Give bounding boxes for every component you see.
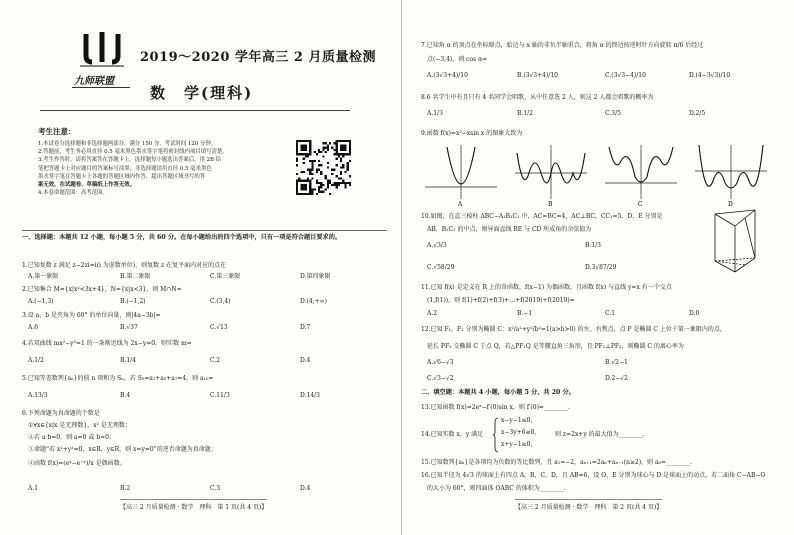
q13-text: 13.已知函数 f(x)=2eˣ−f′(0)sin x，则 f′(0)=________. bbox=[421, 404, 570, 411]
q6-statement-2: ②若 a·b=0，则 a=0 或 b=0； bbox=[28, 434, 115, 441]
q9-graph-b[interactable] bbox=[515, 145, 587, 208]
q6-option-a[interactable]: A.1 bbox=[28, 485, 39, 492]
q9-graph-a[interactable] bbox=[425, 145, 497, 208]
notice-line-2: 2.答题前，考生务必用直径 0.5 毫米黑色墨水签字笔将密封线内项目填写清楚。 bbox=[38, 149, 228, 156]
q4-option-d[interactable]: D.4 bbox=[300, 357, 311, 364]
section-2-heading: 二、填空题：本题共 4 小题，每小题 5 分，共 20 分。 bbox=[421, 389, 575, 396]
q8-stem: 8.6 名学生中有且只有 4 名同学会唱歌，从中任意选 2 人，则这 2 人都会唱歌的概率为 bbox=[421, 94, 654, 101]
q10-option-c[interactable]: C.√58/29 bbox=[427, 264, 455, 271]
q12-option-a[interactable]: A.√6−√3 bbox=[427, 359, 454, 366]
page-divider bbox=[401, 0, 402, 535]
q1-option-b[interactable]: B.第二象限 bbox=[120, 273, 151, 280]
q16-line-1: 16.已知半径为 4√3 的球面上有四点 A，B，C，D，且 AB=6，设 O，E 分别为球心与 D 是球面上的动点，若二面角 C−AB−O bbox=[421, 472, 766, 479]
q3-option-c[interactable]: C.√13 bbox=[210, 324, 228, 331]
q7-stem-2: 点(−3,4)，则 cos α= bbox=[427, 56, 488, 63]
q12-option-c[interactable]: C.√3−√2 bbox=[427, 375, 454, 382]
q14-stem: 14.已知实数 x，y 满足 bbox=[421, 431, 484, 438]
q3-option-d[interactable]: D.7 bbox=[300, 324, 311, 331]
q8-option-d[interactable]: D.2/5 bbox=[689, 110, 706, 117]
q2-stem: 2.已知集合 M={x|x²<3x+4}，N={x|x<3}，则 M∩N= bbox=[22, 286, 182, 293]
notice-line-1: 1.本试卷分选择题和非选择题两部分。满分 150 分，考试时间 120 分钟。 bbox=[38, 141, 217, 147]
q3-option-a[interactable]: A.6 bbox=[28, 324, 39, 331]
notice-line-7: 4.本卷命题范围：高考范围。 bbox=[38, 190, 108, 197]
q14-constraint-3: x+y−1≥0, bbox=[501, 441, 533, 448]
section-1-heading: 一、选择题：本题共 12 小题，每小题 5 分，共 60 分。在每小题给出的四个选项中，只有一项是符合题目要求的。 bbox=[22, 234, 342, 241]
q6-statement-4: ④函数 f(x)=(eˣ−e⁻ˣ)/x 是偶函数。 bbox=[28, 460, 126, 467]
q9-graph-c[interactable] bbox=[605, 145, 677, 208]
q5-option-d[interactable]: D.14/3 bbox=[300, 392, 320, 399]
q5-stem: 5.已知等差数列{aₙ}的前 n 项和为 Sₙ，若 S₅=a₁+a₅+a₇=4，则 a₁₀= bbox=[22, 375, 214, 382]
q6-option-d[interactable]: D.4 bbox=[300, 485, 311, 492]
q1-stem: 1.已知复数 z 满足 z−2zi=i(i 为虚数单位)，则复数 z 在复平面内对应的点在 bbox=[22, 262, 227, 269]
q11-stem: 11.已知 f(x) 是定义在 R 上的奇函数，f(x−1) 为偶函数，且函数 f(x) 与直线 y=x 有一个交点 bbox=[421, 284, 672, 291]
section-rule bbox=[22, 230, 387, 231]
q14-constraint-1: x−y−1≤0, bbox=[501, 417, 533, 424]
page-1-footer: 【高三 2 月质量检测 · 数学 理科 第 1 页(共 4 页)】 bbox=[120, 499, 267, 511]
q11-option-c[interactable]: C.1 bbox=[605, 310, 616, 317]
q7-stem: 7.已知角 α 的顶点在坐标原点，始边与 x 轴的非负半轴重合，将角 α 的终边按逆时针方向旋转 π/6 后经过 bbox=[421, 42, 704, 49]
q16-line-2: 的大小为 60°，则四面体 OABC 的体积为________. bbox=[427, 485, 566, 492]
q10-stem: 10.如图，在直三棱柱 ABC−A₁B₁C₁ 中，AC=BC=4，AC⊥BC，CC₁=5，D，E 分别是 bbox=[421, 213, 663, 220]
q10-option-b[interactable]: B.1/3 bbox=[585, 242, 601, 249]
q14-brace-icon bbox=[493, 417, 499, 453]
q9-graph-b-label: B bbox=[548, 201, 553, 208]
q4-option-a[interactable]: A.1/2 bbox=[28, 357, 44, 364]
exam-title: 2019～2020 学年高三 2 月质量检测 bbox=[140, 50, 376, 65]
q11-option-a[interactable]: A.2 bbox=[427, 310, 438, 317]
q1-option-c[interactable]: C.第三象限 bbox=[210, 273, 241, 280]
q4-option-c[interactable]: C.2 bbox=[210, 357, 221, 364]
q5-option-a[interactable]: A.13/3 bbox=[28, 392, 48, 399]
q4-stem: 4.若双曲线 mx²−y²=1 的一条渐近线为 2x−y=0，则实数 m= bbox=[22, 340, 192, 347]
q5-option-b[interactable]: B.4 bbox=[120, 392, 131, 399]
logo-text: 九师联盟 bbox=[74, 76, 114, 87]
logo-underline bbox=[72, 87, 130, 88]
q8-option-b[interactable]: B.1/2 bbox=[517, 110, 533, 117]
q1-option-d[interactable]: D.第四象限 bbox=[300, 273, 331, 280]
notice-title: 考生注意： bbox=[38, 127, 76, 136]
q9-graph-d[interactable] bbox=[695, 145, 767, 208]
q1-option-a[interactable]: A.第一象限 bbox=[28, 273, 59, 280]
q14-tail: 则 z=2x+y 的最大值为________. bbox=[555, 431, 645, 438]
q12-option-d[interactable]: D.2−√2 bbox=[605, 375, 628, 382]
q10-stem-2: AB，B₁C₁ 的中点，则异面直线 BE 与 CD 所成角的余弦值为 bbox=[427, 226, 592, 233]
q9-graph-d-label: D bbox=[728, 201, 733, 208]
q9-graph-c-label: C bbox=[638, 201, 643, 208]
q6-statement-1: ①∀x∈{x|x 是无理数}，x² 是无理数； bbox=[28, 422, 131, 429]
q10-option-d[interactable]: D.3√87/29 bbox=[585, 264, 617, 271]
q4-option-b[interactable]: B.1/4 bbox=[120, 357, 136, 364]
q12-stem: 12.已知 F₁，F₂ 分别为椭圆 C：x²/a²+y²/b²=1(a>b>0) 的左、右焦点，点 P 是椭圆 C 上位于第一象限内的点， bbox=[421, 326, 726, 333]
q2-option-a[interactable]: A.(−1,3) bbox=[28, 298, 54, 305]
q7-option-b[interactable]: B.(3√3+4)/10 bbox=[517, 72, 558, 79]
q14-constraint-2: x−3y+6≥0, bbox=[501, 429, 537, 436]
header-rule bbox=[40, 110, 350, 111]
q7-option-a[interactable]: A.(3√3+4)/10 bbox=[427, 72, 468, 79]
q11-option-d[interactable]: D.0 bbox=[689, 310, 700, 317]
q9-graph-a-label: A bbox=[458, 201, 463, 208]
q11-stem-2: (1,f(1))，则 f(1)+f(2)+f(3)+…+f(2019)+f(2019)= bbox=[427, 297, 575, 304]
q9-stem: 9.函数 f(x)=x²−xsin x 的图象大致为 bbox=[421, 130, 523, 137]
q10-option-a[interactable]: A.√3/3 bbox=[427, 242, 447, 249]
q6-statement-3: ③命题“若 x²+y²=0，x∈R，y∈R，则 x=y=0”的逆否命题为真命题； bbox=[28, 446, 217, 453]
qr-code-icon[interactable] bbox=[296, 140, 351, 195]
q3-stem: 3.设 a，b 是夹角为 60° 的单位向量，则|4a−3b|= bbox=[22, 312, 161, 319]
notice-line-3: 3.考生作答时，请将答案答在答题卡上。选择题每小题选出答案后，用 2B 铅 bbox=[38, 157, 222, 164]
notice-line-5: 墨水签字笔在答题卡上各题的答题区域内作答，超出答题区域书写的答 bbox=[38, 173, 206, 180]
q2-option-c[interactable]: C.(3,4) bbox=[210, 298, 231, 305]
exam-subject: 数 学(理科) bbox=[150, 84, 254, 102]
q7-option-d[interactable]: D.(4−3√3)/10 bbox=[689, 72, 731, 79]
page-2-footer: 【高三 2 月质量检测 · 数学 理科 第 2 页(共 4 页)】 bbox=[515, 499, 662, 511]
q12-option-b[interactable]: B.√2−1 bbox=[605, 359, 628, 366]
q2-option-b[interactable]: B.(−1,2) bbox=[120, 298, 146, 305]
q7-option-c[interactable]: C.(3√3−4)/10 bbox=[605, 72, 646, 79]
q12-stem-2: 延长 PF₂ 交椭圆 C 于点 Q，若△PF₁Q 是等腰直角三角形，且 PF₁⊥PF₂，则椭圆 C 的离心率为 bbox=[427, 343, 684, 350]
q8-option-c[interactable]: C.3/5 bbox=[605, 110, 621, 117]
q2-option-d[interactable]: D.(4,+∞) bbox=[300, 298, 327, 305]
q6-option-b[interactable]: B.2 bbox=[120, 485, 131, 492]
q9-graph-options bbox=[425, 143, 775, 208]
q6-stem: 6.下列命题为真命题的个数是 bbox=[22, 410, 100, 417]
q6-option-c[interactable]: C.3 bbox=[210, 485, 221, 492]
prism-figure bbox=[705, 206, 783, 278]
q5-option-c[interactable]: C.11/3 bbox=[210, 392, 230, 399]
q3-option-b[interactable]: B.√37 bbox=[120, 324, 138, 331]
q15-text: 15.已知数列{aₙ}是各项均为负数的等比数列，且 a₁=−2，aₙ₊₁=2aₙ+aₙ₋₁(n≥2)，则 a₆=________. bbox=[421, 459, 692, 466]
notice-line-6: 案无效，在试题卷、草稿纸上作答无效。 bbox=[38, 182, 136, 189]
page-2 bbox=[405, 0, 794, 535]
q8-option-a[interactable]: A.1/3 bbox=[427, 110, 443, 117]
notice-line-4: 笔把答题卡上对应题目的答案标号涂黑；非选择题请用直径 0.5 毫米黑色 bbox=[38, 165, 212, 172]
q11-option-b[interactable]: B.−1 bbox=[517, 310, 533, 317]
